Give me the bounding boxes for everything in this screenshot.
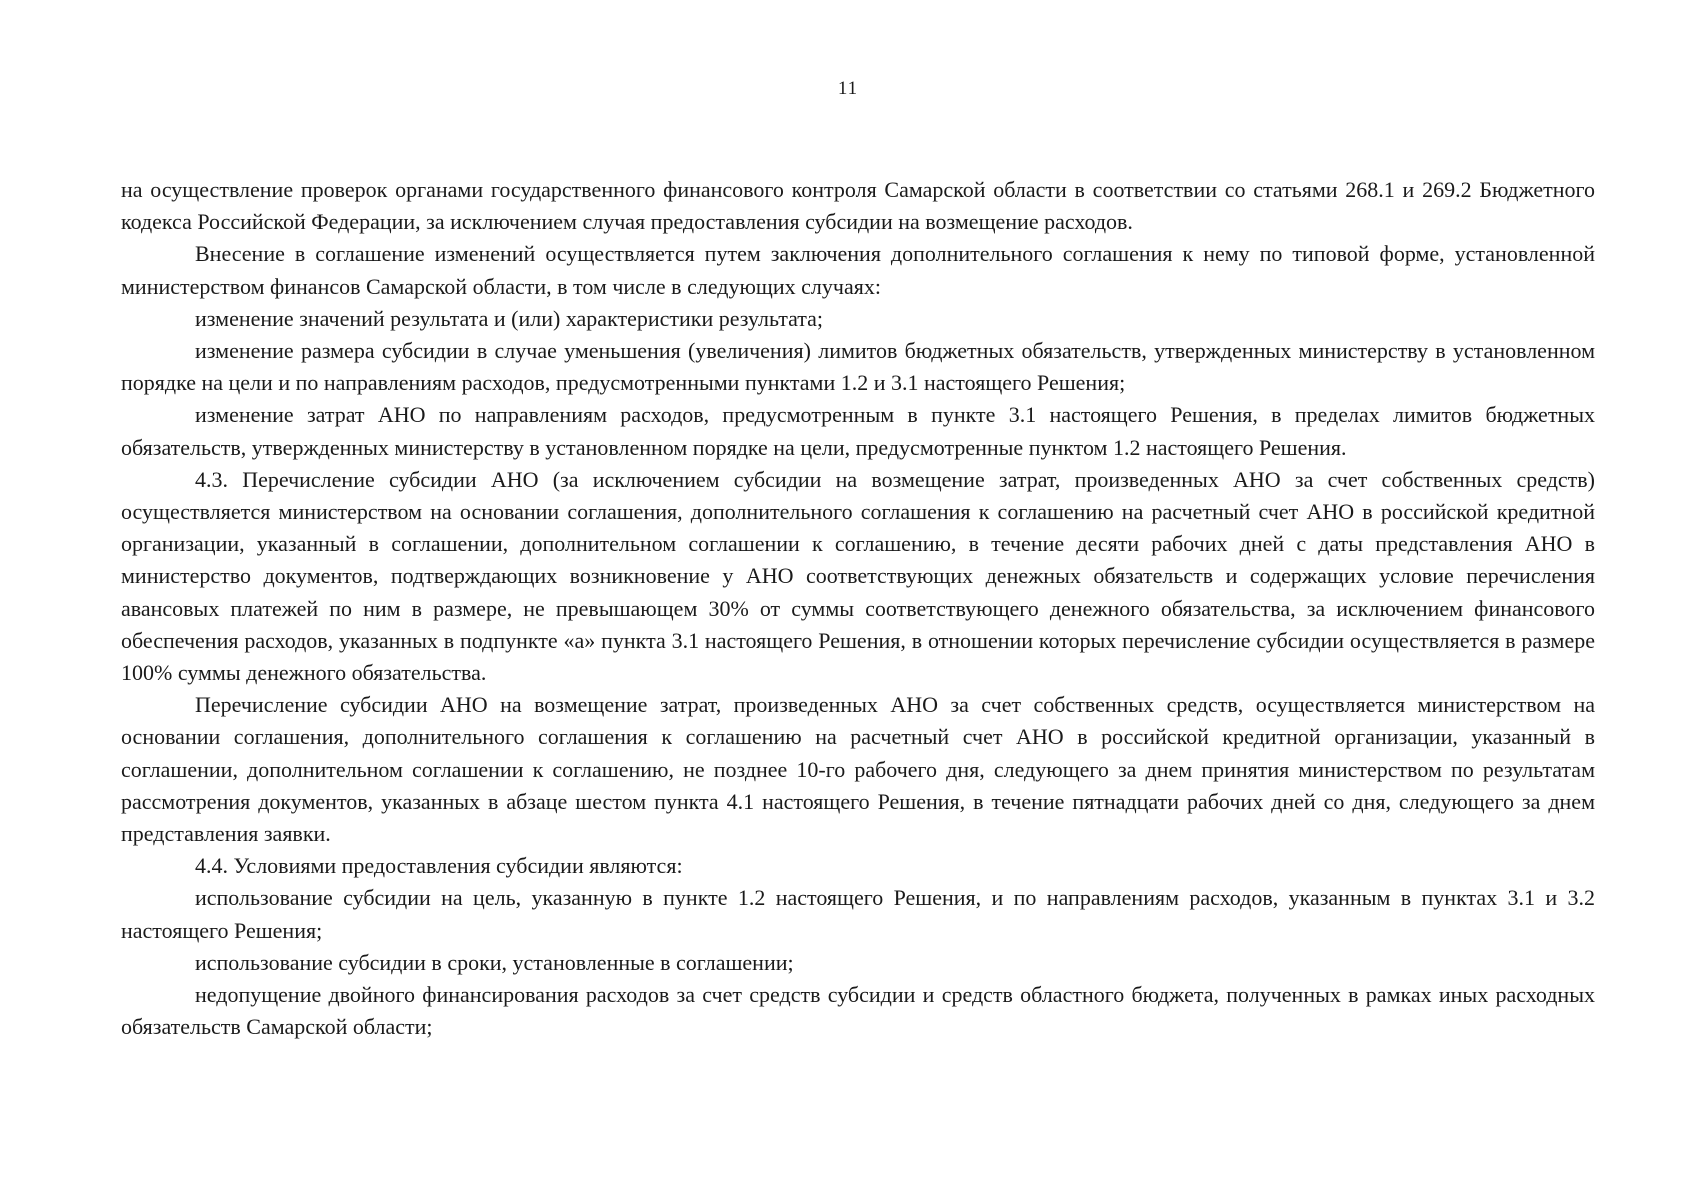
paragraph-4-3-reimbursement: Перечисление субсидии АНО на возмещение затрат, произведенных АНО за счет собственных средств, осуществляется министерством на основании соглашения, дополнительного соглашения к соглашению на расчетный счет АНО в российской кредитной организации, указанный в соглашении, дополнительном соглашении к соглашению, не позднее 10-го рабочего дня, следующего за днем принятия министерством по результатам рассмотрения документов, указанных в абзаце шестом пункта 4.1 настоящего Решения, в течение пятнадцати рабочих дней со дня, следующего за днем представления заявки. bbox=[121, 692, 1595, 847]
document-body bbox=[121, 174, 1595, 1043]
paragraph-amendment-case-3: изменение затрат АНО по направлениям расходов, предусмотренным в пункте 3.1 настоящего Решения, в пределах лимитов бюджетных обязательств, утвержденных министерству в установленном порядке на цели, предусмотренные пунктом 1.2 настоящего Решения. bbox=[121, 402, 1595, 460]
paragraph-condition-3: недопущение двойного финансирования расходов за счет средств субсидии и средств областного бюджета, полученных в рамках иных расходных обязательств Самарской области; bbox=[121, 982, 1595, 1040]
paragraph-condition-1: использование субсидии на цель, указанную в пункте 1.2 настоящего Решения, и по направлениям расходов, указанным в пунктах 3.1 и 3.2 настоящего Решения; bbox=[121, 885, 1595, 943]
paragraph-condition-2: использование субсидии в сроки, установленные в соглашении; bbox=[195, 949, 794, 975]
paragraph-continuation: на осуществление проверок органами государственного финансового контроля Самарской области в соответствии со статьями 268.1 и 269.2 Бюджетного кодекса Российской Федерации, за исключением случая предоставления субсидии на возмещение расходов. bbox=[121, 177, 1595, 235]
paragraph-amendment-intro: Внесение в соглашение изменений осуществляется путем заключения дополнительного соглашения к нему по типовой форме, установленной министерством финансов Самарской области, в том числе в следующих случаях: bbox=[121, 241, 1595, 299]
paragraph-amendment-case-2: изменение размера субсидии в случае уменьшения (увеличения) лимитов бюджетных обязательств, утвержденных министерству в установленном порядке на цели и по направлениям расходов, предусмотренными пунктами 1.2 и 3.1 настоящего Решения; bbox=[121, 338, 1595, 396]
paragraph-4-3: 4.3. Перечисление субсидии АНО (за исключением субсидии на возмещение затрат, произведенных АНО за счет собственных средств) осуществляется министерством на основании соглашения, дополнительного соглашения к соглашению на расчетный счет АНО в российской кредитной организации, указанный в соглашении, дополнительном соглашении к соглашению, в течение десяти рабочих дней с даты представления АНО в министерство документов, подтверждающих возникновение у АНО соответствующих денежных обязательств и содержащих условие перечисления авансовых платежей по ним в размере, не превышающем 30% от суммы соответствующего денежного обязательства, за исключением финансового обеспечения расходов, указанных в подпункте «а» пункта 3.1 настоящего Решения, в отношении которых перечисление субсидии осуществляется в размере 100% суммы денежного обязательства. bbox=[121, 466, 1595, 686]
paragraph-4-4-heading: 4.4. Условиями предоставления субсидии являются: bbox=[195, 853, 683, 879]
page-number: 11 bbox=[837, 78, 859, 99]
paragraph-amendment-case-1: изменение значений результата и (или) характеристики результата; bbox=[195, 305, 824, 331]
